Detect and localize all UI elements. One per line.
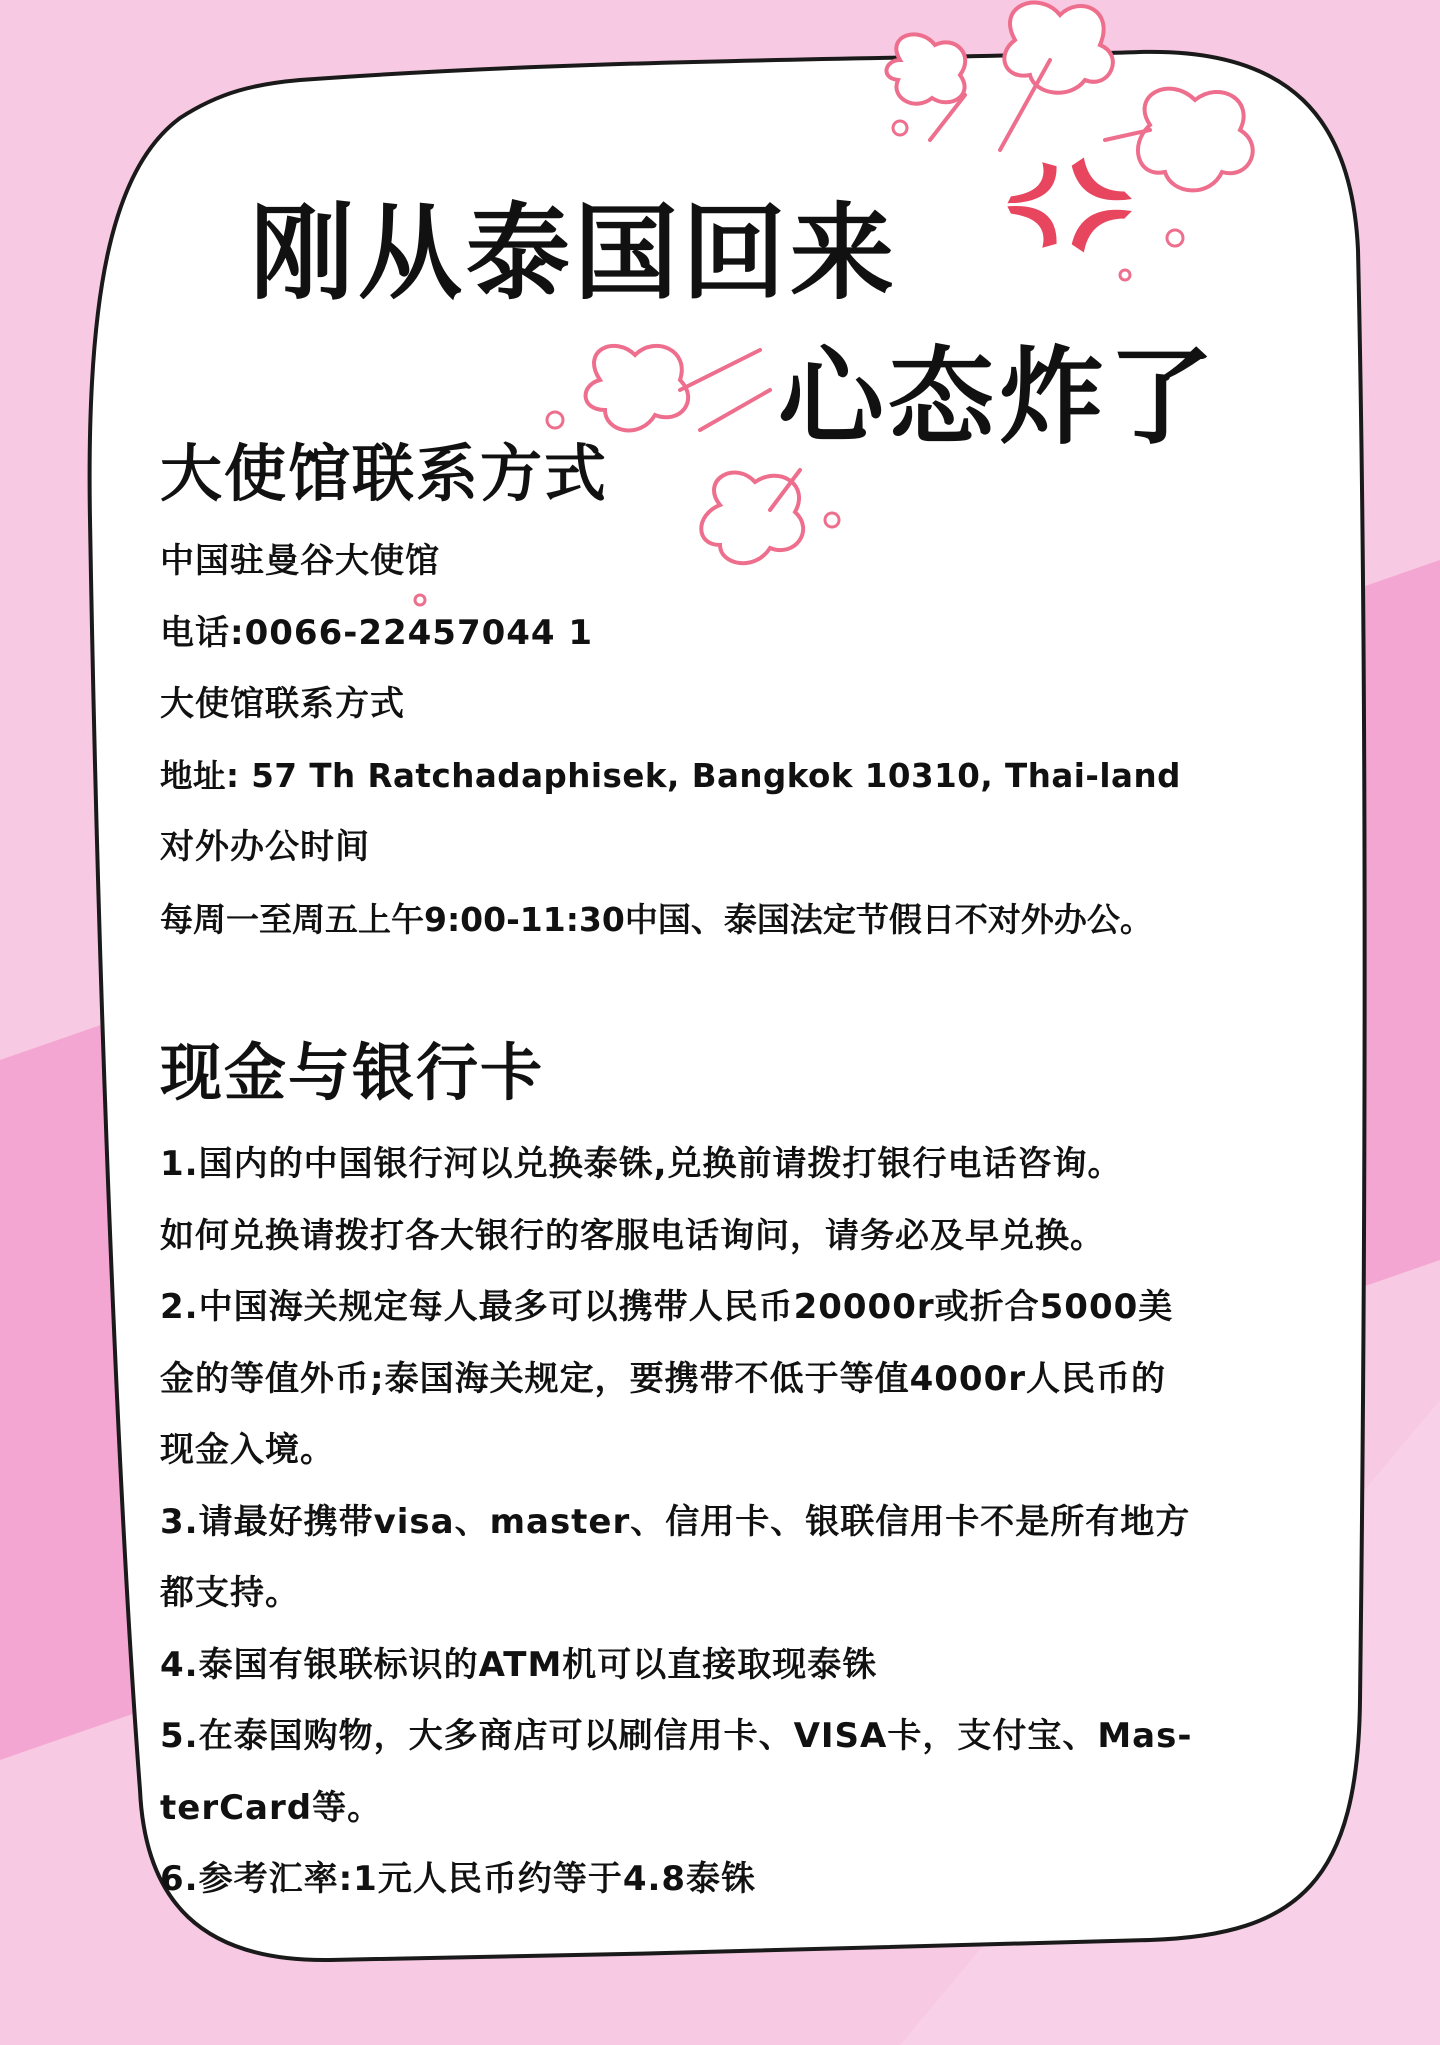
embassy-heading: 大使馆联系方式 [160, 437, 609, 510]
embassy-contact-label: 大使馆联系方式 [160, 684, 405, 724]
cash-line: 现金入境。 [160, 1430, 335, 1470]
cash-section [160, 1036, 1290, 1916]
embassy-name: 中国驻曼谷大使馆 [160, 541, 440, 581]
embassy-address: 地址: 57 Th Ratchadaphisek, Bangkok 10310, Thai-land [160, 756, 1181, 795]
cash-line: 2.中国海关规定每人最多可以携带人民币20000r或折合5000美 [160, 1287, 1174, 1327]
cash-line: 5.在泰国购物，大多商店可以刷信用卡、VISA卡，支付宝、Mas- [160, 1716, 1193, 1756]
cash-line: 金的等值外币;泰国海关规定，要携带不低于等值4000r人民币的 [160, 1358, 1166, 1399]
poster-title-line-2: 心态炸了 [778, 336, 1218, 459]
cash-line: 1.国内的中国银行河以兑换泰铢,兑换前请拨打银行电话咨询。 [160, 1144, 1123, 1184]
cash-line: 6.参考汇率:1元人民币约等于4.8泰铢 [160, 1859, 757, 1899]
cash-line: 3.请最好携带visa、master、信用卡、银联信用卡不是所有地方 [160, 1501, 1191, 1542]
cash-line: terCard等。 [160, 1787, 383, 1828]
embassy-section [160, 437, 1290, 955]
cash-line: 4.泰国有银联标识的ATM机可以直接取现泰铢 [160, 1644, 878, 1685]
embassy-phone: 电话:0066-22457044 1 [160, 612, 594, 653]
office-hours-label: 对外办公时间 [160, 827, 370, 867]
cash-heading: 现金与银行卡 [160, 1036, 545, 1109]
cash-line: 都支持。 [160, 1573, 300, 1613]
cash-line: 如何兑换请拨打各大银行的客服电话询问，请务必及早兑换。 [160, 1215, 1105, 1256]
poster-content [160, 437, 1290, 1916]
poster-title-line-1: 刚从泰国回来 [250, 192, 899, 314]
office-hours: 每周一至周五上午9:00-11:30中国、泰国法定节假日不对外办公。 [160, 899, 1153, 939]
